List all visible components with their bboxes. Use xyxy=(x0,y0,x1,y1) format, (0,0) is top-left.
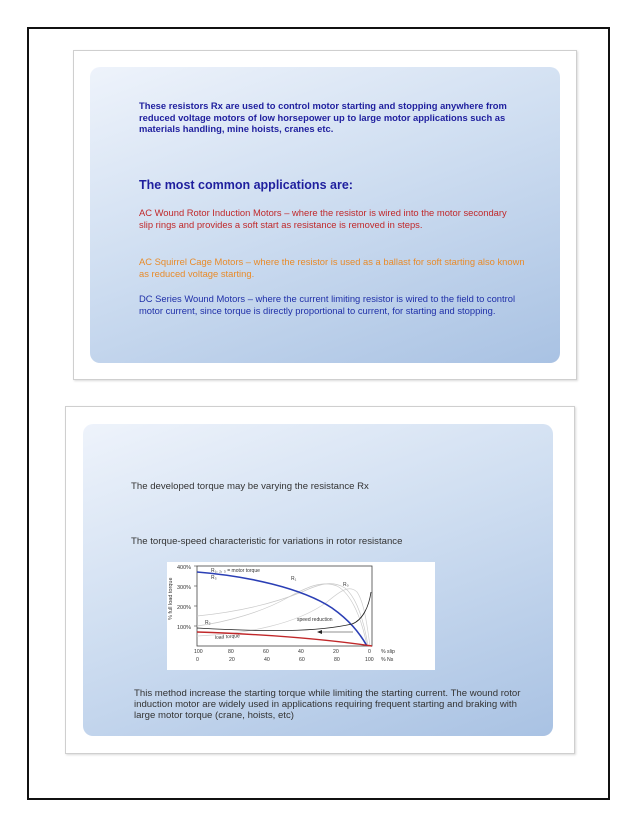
y-axis-label: % full load torque xyxy=(168,577,174,620)
applications-heading: The most common applications are: xyxy=(139,178,353,192)
speed-tick-label: 20 xyxy=(229,657,235,663)
y-tick-label: 200% xyxy=(177,605,192,611)
speed-tick-label: 0 xyxy=(196,657,199,663)
application-dc-series: DC Series Wound Motors – where the current limiting resistor is wired to the field to control motor current, since torque is directly proportional to current, for starting and stopping. xyxy=(139,293,516,316)
torque-statement: The developed torque may be varying the resistance Rx xyxy=(131,481,369,492)
y-tick-label: 300% xyxy=(177,585,192,591)
slip-tick-label: 100 xyxy=(194,649,203,655)
speed-tick-label: 100 xyxy=(365,657,374,663)
curve-label: R₂ xyxy=(205,620,211,626)
load-torque-label: load torque xyxy=(214,633,241,641)
slip-tick-label: 40 xyxy=(298,649,304,655)
speed-tick-label: 40 xyxy=(264,657,270,663)
speed-tick-label: 60 xyxy=(299,657,305,663)
torque-speed-svg xyxy=(167,562,435,670)
slip-tick-label: 20 xyxy=(333,649,339,655)
curve-label: R₁ xyxy=(291,576,297,582)
slip-tick-label: 80 xyxy=(228,649,234,655)
intro-paragraph: These resistors Rx are used to control motor starting and stopping anywhere from reduced voltage motors of low horsepower up to large motor applications such as materials handling, mine hoists, cranes etc. xyxy=(139,100,507,135)
application-wound-rotor: AC Wound Rotor Induction Motors – where the resistor is wired into the motor secondary slip rings and provides a soft start as resistance is removed in steps. xyxy=(139,207,507,230)
slip-tick-label: 60 xyxy=(263,649,269,655)
curve-label: R₃ xyxy=(211,575,217,581)
slip-unit: % slip xyxy=(381,649,395,655)
figure-caption: The torque-speed characteristic for variations in rotor resistance xyxy=(131,536,403,547)
slide-panel xyxy=(90,67,560,363)
slide-panel xyxy=(83,424,553,736)
speed-reduction-label: speed reduction xyxy=(297,617,333,623)
y-tick-label: 400% xyxy=(177,565,192,571)
application-squirrel-cage: AC Squirrel Cage Motors – where the resistor is used as a ballast for soft starting also known as reduced voltage starting. xyxy=(139,256,525,279)
speed-unit: % Ns xyxy=(381,657,394,663)
slide-applications xyxy=(73,50,577,380)
conclusion-paragraph: This method increase the starting torque while limiting the starting current. The wound rotor induction motor are widely used in applications requiring frequent starting and braking with large motor torque (crane, hoists, etc) xyxy=(134,688,521,722)
torque-speed-figure xyxy=(167,562,435,670)
speed-tick-label: 80 xyxy=(334,657,340,663)
legend-text: R₁, ₂, ₃ = motor torque xyxy=(211,568,260,574)
slip-tick-label: 0 xyxy=(368,649,371,655)
curve-label: R₀ xyxy=(343,582,349,588)
slide-torque-speed xyxy=(65,406,575,754)
y-tick-label: 100% xyxy=(177,625,192,631)
